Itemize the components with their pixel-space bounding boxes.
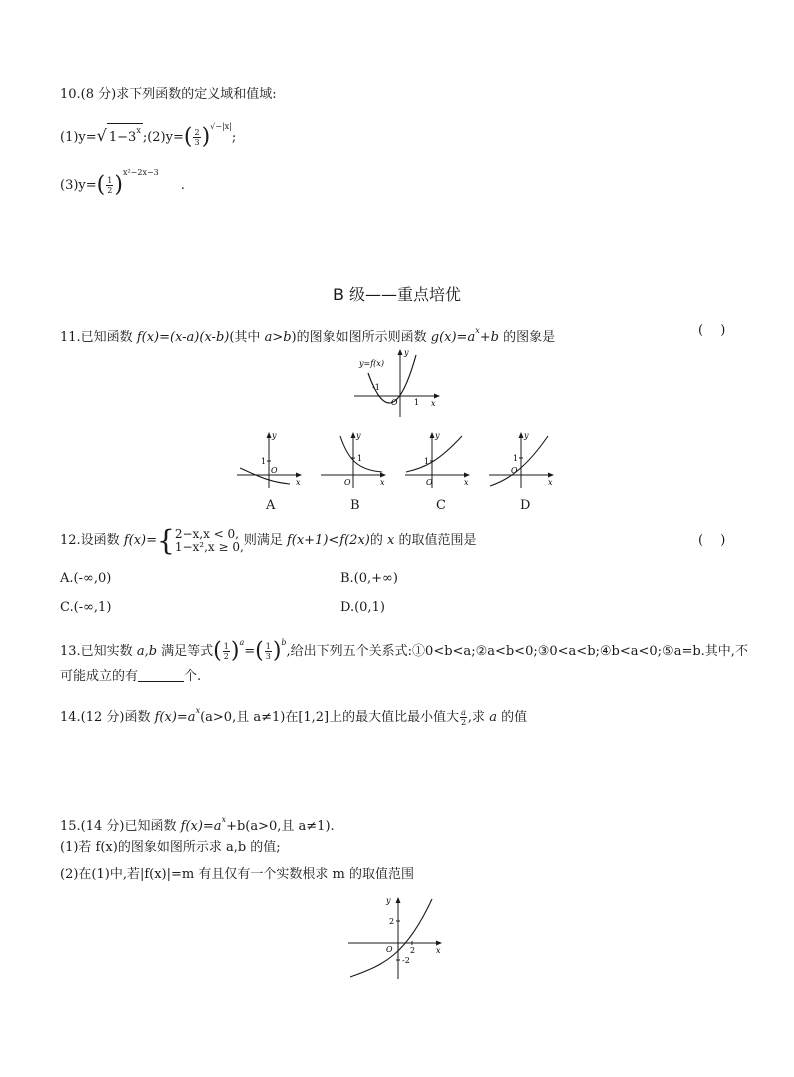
q12-text-c: 的 bbox=[369, 533, 387, 548]
opt-a-y-label: y bbox=[272, 431, 277, 440]
opt-d-origin: O bbox=[511, 466, 518, 475]
q12-x: x bbox=[387, 533, 395, 548]
main-x-arrow bbox=[434, 394, 440, 399]
q11-cond: a>b bbox=[264, 330, 292, 345]
q11-option-graph-c[interactable] bbox=[402, 428, 474, 490]
q13-line2-a: 可能成立的有 bbox=[60, 669, 139, 684]
opt-b-one: 1 bbox=[357, 454, 363, 463]
q10-p2-den: 3 bbox=[194, 138, 200, 147]
q15-part2: (2)在(1)中,若|f(x)|=m 有且仅有一个实数根求 m 的取值范围 bbox=[60, 867, 414, 882]
q14-exp: x bbox=[195, 706, 201, 715]
opt-a-origin: O bbox=[271, 466, 278, 475]
q13-line2 bbox=[60, 668, 201, 686]
q11-option-graph-a[interactable] bbox=[234, 428, 306, 490]
main-y-label: y bbox=[404, 348, 409, 357]
opt-c-origin: O bbox=[426, 478, 433, 487]
q10-p2-exp: √−|x| bbox=[210, 122, 232, 131]
opt-a-x-arrow bbox=[296, 473, 302, 478]
q13-line2-b: 个. bbox=[184, 669, 202, 684]
q12-text-d: 的取值范围是 bbox=[394, 533, 477, 548]
q15-fx: f(x)=a bbox=[180, 819, 222, 834]
opt-d-y-label: y bbox=[524, 431, 529, 440]
q12-case2: 1−x²,x ≥ 0, bbox=[174, 539, 244, 554]
q10-p1-label: (1) bbox=[60, 130, 79, 145]
q12-case1: 2−x,x < 0, bbox=[174, 526, 239, 541]
opt-a-curve bbox=[240, 468, 290, 484]
opt-b-y-label: y bbox=[356, 431, 361, 440]
opt-a-y-arrow bbox=[267, 432, 272, 438]
q10-p2-end: ; bbox=[231, 130, 237, 145]
q10-p1-exp: x bbox=[136, 126, 141, 135]
q11-option-graph-b[interactable] bbox=[318, 428, 390, 490]
q13-exp-a: a bbox=[239, 638, 245, 647]
q12-fx: f(x)= bbox=[123, 533, 157, 548]
q11-text-d: 的图象是 bbox=[498, 330, 556, 345]
q14-a: a bbox=[489, 710, 497, 725]
q13-f1-num: 1 bbox=[223, 642, 229, 651]
q15-origin: O bbox=[386, 945, 393, 954]
q11-gx-exp: x bbox=[475, 326, 480, 335]
q12-text-a: 12.设函数 bbox=[60, 533, 124, 548]
q10-p3-den: 2 bbox=[107, 186, 113, 195]
q11-main-graph bbox=[350, 345, 445, 420]
q10-p1-radicand: 1−3 bbox=[108, 130, 137, 145]
q15-label-x2: 2 bbox=[410, 946, 416, 955]
q13-text-b: 满足等式 bbox=[157, 644, 214, 659]
q10-p1-sep: ;(2) bbox=[142, 130, 166, 145]
q15-part1: (1)若 f(x)的图象如图所示求 a,b 的值; bbox=[60, 840, 281, 855]
section-title: B 级——重点培优 bbox=[332, 285, 462, 304]
main-y-arrow bbox=[398, 349, 403, 355]
q13-text-c: ,给出下列五个关系式:①0<b<a;②a<b<0;③0<a<b;④b<a<0;⑤a=b.其中,不 bbox=[286, 644, 748, 659]
opt-d-x-label: x bbox=[548, 478, 553, 487]
q12-option-d[interactable]: D.(0,1) bbox=[340, 600, 385, 615]
q12-brace: { bbox=[157, 523, 175, 557]
q12-text bbox=[60, 523, 477, 557]
q11-text-c: )的图象如图所示则函数 bbox=[291, 330, 431, 345]
q13-ab: a,b bbox=[136, 644, 158, 659]
q14-fx: f(x)=a bbox=[154, 710, 196, 725]
opt-d-curve bbox=[490, 436, 548, 486]
q12-answer-bracket: ( ) bbox=[698, 533, 726, 548]
q13-eq: = bbox=[244, 644, 256, 659]
q10-heading: 10.(8 分)求下列函数的定义域和值域: bbox=[60, 87, 277, 102]
opt-b-y-arrow bbox=[351, 432, 356, 438]
opt-b-x-arrow bbox=[380, 473, 386, 478]
q14-text-b: (a>0,且 a≠1)在[1,2]上的最大值比最小值大 bbox=[200, 710, 460, 725]
q14-text-c: ,求 bbox=[467, 710, 490, 725]
q11-option-graph-d[interactable] bbox=[486, 428, 558, 490]
q12-option-a[interactable]: A.(-∞,0) bbox=[60, 571, 112, 586]
sqrt-symbol: √ bbox=[96, 126, 107, 145]
q15-label-y2: 2 bbox=[389, 917, 395, 926]
q13-exp-b: b bbox=[281, 638, 287, 647]
opt-c-x-arrow bbox=[464, 473, 470, 478]
q11-answer-bracket: ( ) bbox=[698, 323, 726, 338]
q11-option-c[interactable]: C bbox=[436, 498, 446, 513]
q13-f2-num: 1 bbox=[265, 642, 271, 651]
q14-text-d: 的值 bbox=[496, 710, 528, 725]
q12-option-b[interactable]: B.(0,+∞) bbox=[340, 571, 398, 586]
opt-d-x-arrow bbox=[548, 473, 554, 478]
q10-p2-y: y= bbox=[165, 130, 184, 145]
q11-option-b[interactable]: B bbox=[350, 498, 360, 513]
opt-c-curve bbox=[406, 436, 462, 472]
opt-b-x-label: x bbox=[380, 478, 385, 487]
q12-text-b: 则满足 bbox=[243, 533, 287, 548]
q15-y-label: y bbox=[386, 896, 391, 905]
main-curve-label: y=f(x) bbox=[359, 359, 384, 368]
q11-text bbox=[60, 322, 555, 347]
q15-x-label: x bbox=[436, 946, 441, 955]
q10-p3-num: 1 bbox=[107, 176, 113, 185]
opt-c-y-label: y bbox=[435, 431, 440, 440]
q14-frac-num: a bbox=[461, 708, 466, 717]
main-origin: O bbox=[391, 398, 398, 407]
main-one-label: 1 bbox=[414, 398, 420, 407]
q11-option-a[interactable]: A bbox=[266, 498, 276, 513]
q10-p3-end: . bbox=[180, 178, 185, 193]
opt-a-x-label: x bbox=[296, 478, 301, 487]
q10-part1-2: (1)y=√ $1-3^x$ ;(2)y=( $\frac{2}{3}$ )$^{√-|x|}$; bbox=[60, 122, 237, 150]
q11-text-a: 11.已知函数 bbox=[60, 330, 137, 345]
q15-y-arrow bbox=[396, 897, 401, 903]
opt-d-y-arrow bbox=[519, 432, 524, 438]
q11-fx: f(x)=(x-a)(x-b) bbox=[136, 330, 230, 345]
q13-answer-blank[interactable] bbox=[138, 669, 184, 682]
main-x-label: x bbox=[431, 399, 436, 408]
q11-text-b: (其中 bbox=[229, 330, 265, 345]
q15-graph bbox=[344, 893, 448, 983]
q10-p3-y: y= bbox=[78, 178, 97, 193]
q14-text bbox=[60, 702, 527, 727]
q10-p2-num: 2 bbox=[194, 128, 200, 137]
q10-p1-y: y= bbox=[78, 130, 97, 145]
q15-curve bbox=[350, 899, 432, 977]
q10-p3-exp: x²−2x−3 bbox=[122, 168, 159, 177]
q11-gx-tail: +b bbox=[479, 330, 499, 345]
opt-c-y-arrow bbox=[430, 432, 435, 438]
q13-f2-den: 3 bbox=[265, 652, 271, 661]
q10-p3-label: (3) bbox=[60, 178, 79, 193]
q15-text bbox=[60, 811, 335, 836]
q13-line1: 13.已知实数 a,b 满足等式( $\frac{1}{2}$ )$^a$=( $\frac{1}{3}$ )$^b$,给出下列五个关系式:①0<b<a;②a<b<0;③0<a<b;④b<a<0;⑤a=b.其中,不 bbox=[60, 638, 748, 664]
q13-f1-den: 2 bbox=[223, 652, 229, 661]
q15-text-b: +b(a>0,且 a≠1). bbox=[226, 819, 335, 834]
q15-text-a: 15.(14 分)已知函数 bbox=[60, 819, 181, 834]
opt-c-one: 1 bbox=[424, 457, 430, 466]
q15-label-yneg2: -2 bbox=[402, 956, 410, 965]
q15-x-arrow bbox=[436, 941, 442, 946]
q11-gx: g(x)=a bbox=[430, 330, 476, 345]
q14-frac-den: 2 bbox=[460, 718, 467, 727]
opt-c-x-label: x bbox=[464, 478, 469, 487]
main-neg1-label: -1 bbox=[372, 383, 380, 392]
opt-b-origin: O bbox=[344, 478, 351, 487]
q10-part3: (3)y=( $\frac{1}{2}$ )$^{x^2-2x-3}$. bbox=[60, 168, 185, 198]
q15-exp: x bbox=[221, 815, 227, 824]
q12-option-c[interactable]: C.(-∞,1) bbox=[60, 600, 112, 615]
q14-text-a: 14.(12 分)函数 bbox=[60, 710, 155, 725]
q13-text-a: 13.已知实数 bbox=[60, 644, 137, 659]
q11-option-d[interactable]: D bbox=[520, 498, 531, 513]
q12-ineq: f(x+1)<f(2x) bbox=[286, 533, 370, 548]
opt-a-one: 1 bbox=[261, 457, 267, 466]
opt-d-one: 1 bbox=[513, 454, 519, 463]
